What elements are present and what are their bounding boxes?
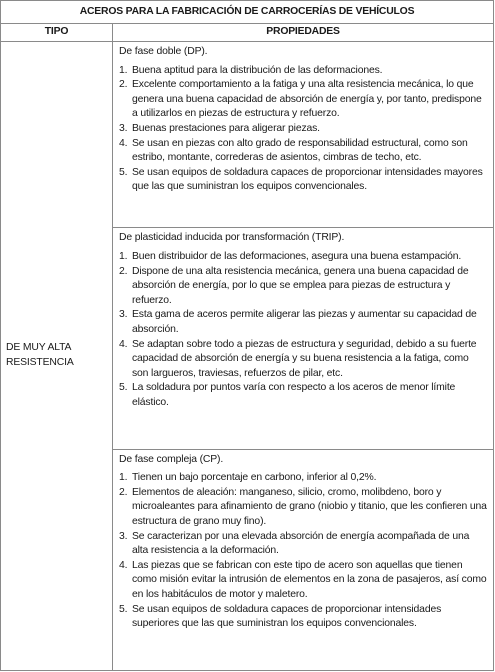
item-text: Buen distribuidor de las deformaciones, asegura una buena estampación. bbox=[132, 251, 462, 262]
section-cp bbox=[113, 449, 494, 670]
section-row-dp bbox=[1, 42, 494, 228]
item-number: 5. bbox=[119, 382, 128, 394]
item-number: 2. bbox=[119, 79, 128, 91]
header-propiedades: PROPIEDADES bbox=[113, 24, 494, 42]
item-text: Esta gama de aceros permite aligerar las piezas y aumentar su capacidad de absorción. bbox=[132, 309, 477, 335]
item-text: Excelente comportamiento a la fatiga y una alta resistencia mecánica, lo que genera una buena capacidad de absorción de energía y, por tanto, predispone a utilizarlos en piezas de estructura y refuerzo. bbox=[132, 79, 482, 120]
list-item bbox=[119, 265, 487, 309]
item-number: 1. bbox=[119, 472, 128, 484]
item-number: 5. bbox=[119, 166, 128, 178]
list-item bbox=[119, 381, 487, 410]
section-heading: De fase compleja (CP). bbox=[119, 453, 224, 465]
item-text: Dispone de una alta resistencia mecánica, genera una buena capacidad de absorción de energía, por lo que se emplea para piezas de estructura y refuerzo. bbox=[132, 265, 469, 306]
item-text: Tienen un bajo porcentaje en carbono, inferior al 0,2%. bbox=[132, 472, 377, 484]
list-item bbox=[119, 122, 487, 137]
item-text: Buenas prestaciones para aligerar piezas. bbox=[132, 122, 320, 134]
item-number: 4. bbox=[119, 559, 128, 571]
property-list bbox=[119, 64, 487, 195]
section-heading: De plasticidad inducida por transformación (TRIP). bbox=[119, 232, 345, 244]
item-text: Se caracterizan por una elevada absorción de energía acompañada de una alta resistencia a la deformación. bbox=[132, 530, 470, 557]
table-title: ACEROS PARA LA FABRICACIÓN DE CARROCERÍAS DE VEHÍCULOS bbox=[1, 1, 494, 24]
property-list bbox=[119, 471, 487, 632]
header-tipo: TIPO bbox=[1, 24, 113, 42]
item-number: 4. bbox=[119, 338, 128, 350]
item-number: 3. bbox=[119, 122, 128, 134]
table-title-row bbox=[1, 1, 494, 24]
list-item bbox=[119, 530, 487, 559]
item-text: Las piezas que se fabrican con este tipo de acero son aquellas que tienen como misión evitar la intrusión de elementos en la zona de pasajeros, así como en los habitáculos de motor y maletero. bbox=[132, 559, 487, 601]
item-text: Buena aptitud para la distribución de las deformaciones. bbox=[132, 64, 383, 76]
list-item bbox=[119, 486, 487, 530]
list-item bbox=[119, 166, 487, 195]
list-item bbox=[119, 471, 487, 486]
tipo-cell: DE MUY ALTA RESISTENCIA bbox=[1, 42, 113, 671]
list-item bbox=[119, 78, 487, 122]
section-heading: De fase doble (DP). bbox=[119, 46, 208, 57]
item-text: Se usan en piezas con alto grado de responsabilidad estructural, como son estribo, montante, correderas de asientos, cimbras de techo, etc. bbox=[132, 137, 468, 164]
list-item bbox=[119, 559, 487, 603]
item-number: 1. bbox=[119, 64, 128, 76]
section-trip bbox=[113, 228, 494, 449]
item-number: 1. bbox=[119, 251, 128, 262]
item-text: La soldadura por puntos varía con respecto a los aceros de menor límite elástico. bbox=[132, 382, 456, 408]
list-item bbox=[119, 250, 487, 265]
list-item bbox=[119, 603, 487, 632]
item-text: Se usan equipos de soldadura capaces de proporcionar intensidades mayores que las que suministran los equipos convencionales. bbox=[132, 166, 483, 193]
item-number: 4. bbox=[119, 137, 128, 149]
list-item bbox=[119, 64, 487, 79]
list-item bbox=[119, 137, 487, 166]
section-dp bbox=[113, 42, 494, 228]
item-number: 3. bbox=[119, 530, 128, 542]
item-text: Elementos de aleación: manganeso, silicio, cromo, molibdeno, boro y microaleantes para afinamiento de grano (niobio y titanio, que les confieren una estructura de grano muy fino). bbox=[132, 486, 487, 528]
item-text: Se usan equipos de soldadura capaces de proporcionar intensidades superiores que las que suministran los equipos convencionales. bbox=[132, 603, 442, 630]
list-item bbox=[119, 308, 487, 337]
list-item bbox=[119, 338, 487, 382]
table-header-row bbox=[1, 24, 494, 42]
item-number: 2. bbox=[119, 486, 128, 498]
item-text: Se adaptan sobre todo a piezas de estructura y seguridad, debido a su fuerte capacidad de absorción de energía y su buena resistencia a la fatiga, como son largueros, traviesas, refuerzos de pilar, etc. bbox=[132, 338, 477, 379]
item-number: 3. bbox=[119, 309, 128, 321]
item-number: 5. bbox=[119, 603, 128, 615]
item-number: 2. bbox=[119, 265, 128, 277]
property-list bbox=[119, 250, 487, 411]
